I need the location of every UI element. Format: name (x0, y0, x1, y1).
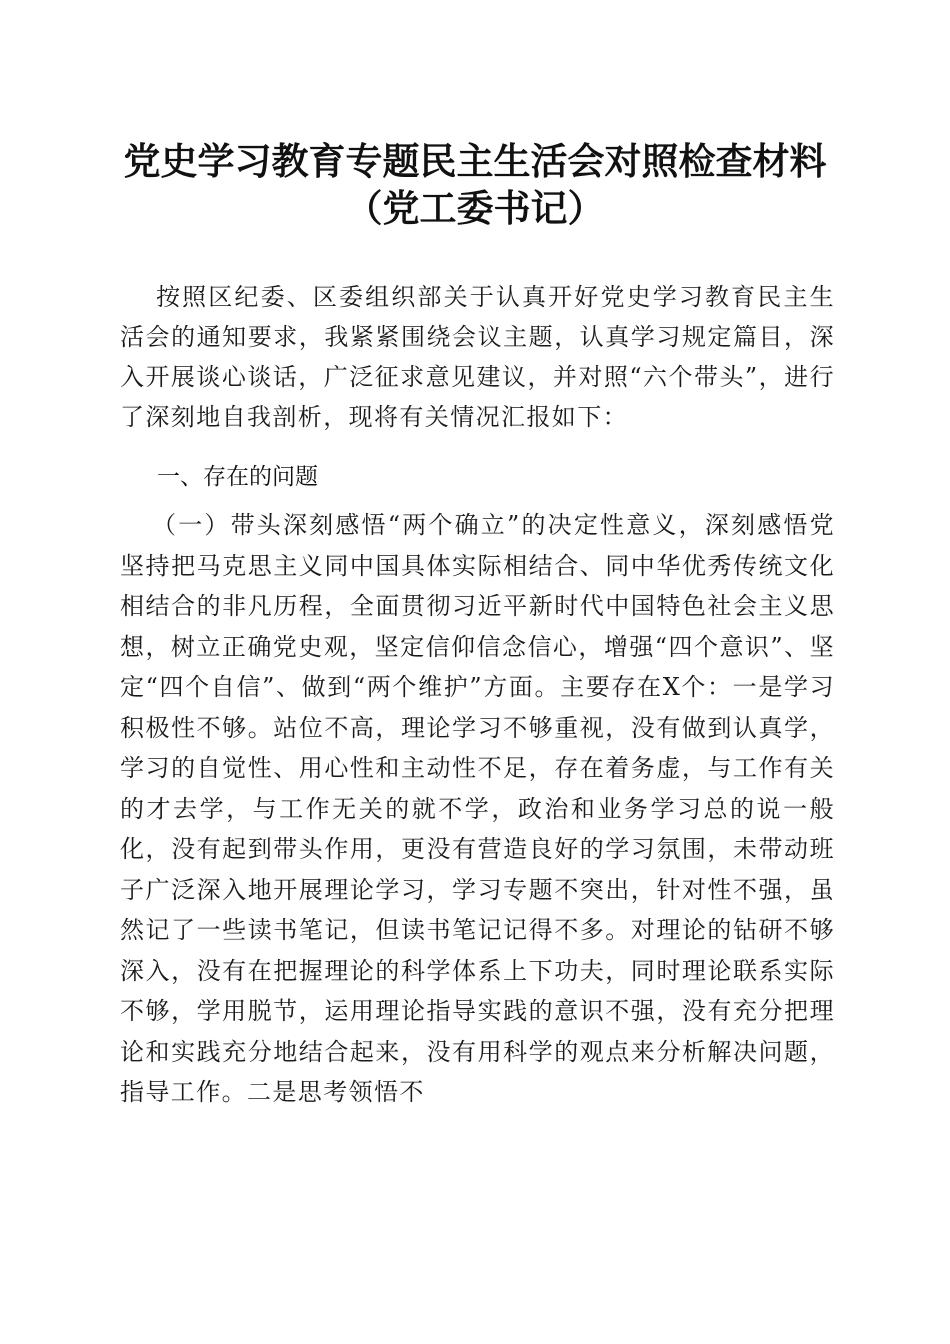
intro-paragraph: 按照区纪委、区委组织部关于认真开好党史学习教育民主生活会的通知要求，我紧紧围绕会议主题，认真学习规定篇目，深入开展谈心谈话，广泛征求意见建议，并对照“六个带头”，进行了深刻地自我剖析，现将有关情况汇报如下： (120, 283, 835, 431)
body-paragraph: （一）带头深刻感悟“两个确立”的决定性意义，深刻感悟党坚持把马克思主义同中国具体实际相结合、同中华优秀传统文化相结合的非凡历程，全面贯彻习近平新时代中国特色社会主义思想，树立正确党史观，坚定信仰信念信心，增强“四个意识”、坚定“四个自信”、做到“两个维护”方面。主要存在X个：一是学习积极性不够。站位不高，理论学习不够重视，没有做到认真学，学习的自觉性、用心性和主动性不足，存在着务虚，与工作有关的才去学，与工作无关的就不学，政治和业务学习总的说一般化，没有起到带头作用，更没有营造良好的学习氛围，未带动班子广泛深入地开展理论学习，学习专题不突出，针对性不强，虽然记了一些读书笔记，但读书笔记记得不多。对理论的钻研不够深入，没有在把握理论的科学体系上下功夫，同时理论联系实际不够，学用脱节，运用理论指导实践的意识不强，没有充分把理论和实践充分地结合起来，没有用科学的观点来分析解决问题，指导工作。二是思考领悟不 (120, 511, 835, 1106)
document-title: 党史学习教育专题民主生活会对照检查材料 (123, 139, 827, 183)
document-subtitle: （党工委书记） (345, 186, 605, 230)
section-heading: 一、存在的问题 (157, 464, 318, 490)
